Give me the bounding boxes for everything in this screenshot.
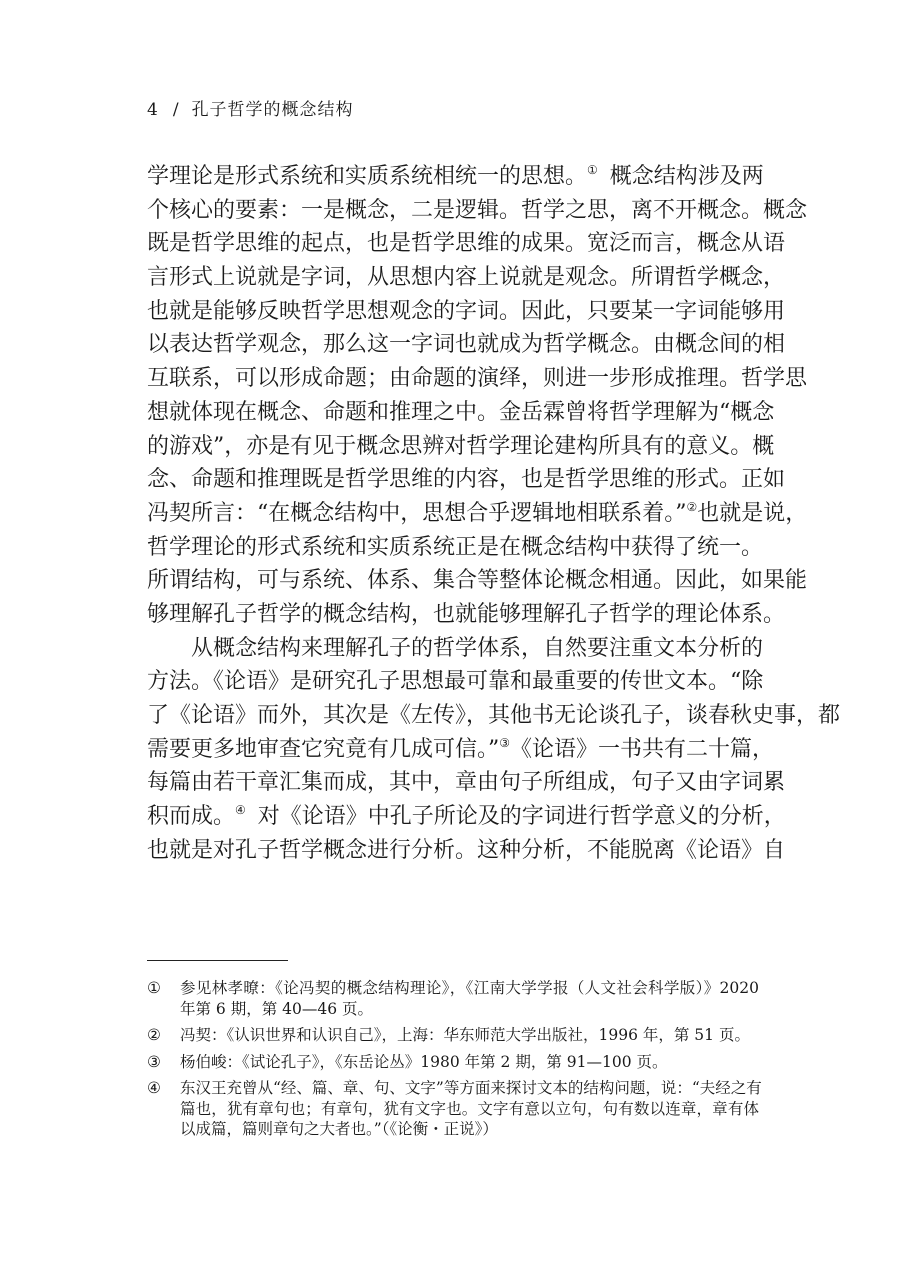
text-line: 也就是对孔子哲学概念进行分析。这种分析，不能脱离《论语》自 [147, 837, 786, 863]
footnote-3 [147, 1052, 759, 1073]
text-line: 积而成。④ 对《论语》中孔子所论及的字词进行哲学意义的分析， [147, 803, 786, 830]
footnote-line: 年第 6 期，第 40—46 页。 [180, 999, 374, 1018]
text-line: 也就是能够反映哲学思想观念的字词。因此，只要某一字词能够用 [147, 298, 786, 324]
running-head-separator: / [172, 100, 180, 120]
paragraph-first-line: 从概念结构来理解孔子的哲学体系，自然要注重文本分析的 [191, 635, 764, 661]
page-number: 4 [147, 100, 159, 120]
text-line: 每篇由若干章汇集而成，其中，章由句子所组成，句子又由字词累 [147, 770, 786, 796]
footnote-4 [147, 1078, 762, 1140]
note-ref-4: ④ [235, 803, 246, 818]
footnote-marker: ③ [147, 1052, 161, 1071]
text-line: 所谓结构，可与系统、体系、集合等整体论概念相通。因此，如果能 [147, 568, 808, 594]
footnote-marker: ② [147, 1026, 161, 1044]
body-text [147, 160, 841, 867]
text-line: 冯契所言：“在概念结构中，思想合乎逻辑地相联系着。”②也就是说， [147, 499, 808, 526]
note-ref-3: ③ [499, 735, 511, 750]
footnote-line: 杨伯峻：《试论孔子》，《东岳论丛》1980 年第 2 期，第 91—100 页。 [180, 1052, 668, 1071]
footnote-line: 参见林孝暸：《论冯契的概念结构理论》，《江南大学学报（人文社会科学版）》2020 [180, 979, 759, 997]
footnote-1 [147, 978, 759, 1019]
note-ref-1: ① [587, 163, 598, 177]
footnote-marker: ① [147, 979, 161, 997]
footnote-marker: ④ [147, 1079, 161, 1097]
text-line: 个核心的要素：一是概念，二是逻辑。哲学之思，离不开概念。概念 [147, 197, 808, 223]
text-line: 了《论语》而外，其次是《左传》，其他书无论谈孔子，谈春秋史事，都 [147, 703, 841, 728]
footnote-line: 以成篇，篇则章句之大者也。”（《论衡・正说》） [180, 1120, 498, 1138]
text-line: 学理论是形式系统和实质系统相统一的思想。① 概念结构涉及两 [147, 163, 764, 189]
text-line: 念、命题和推理既是哲学思维的内容，也是哲学思维的形式。正如 [147, 467, 786, 493]
text-line: 言形式上说就是字词，从思想内容上说就是观念。所谓哲学概念， [147, 265, 786, 291]
running-head-title: 孔子哲学的概念结构 [191, 100, 354, 120]
text-line: 互联系，可以形成命题；由命题的演绎，则进一步形成推理。哲学思 [147, 366, 808, 392]
note-ref-2: ② [686, 499, 698, 514]
text-line: 哲学理论的形式系统和实质系统正是在概念结构中获得了统一。 [147, 534, 764, 560]
text-line: 需要更多地审查它究竟有几成可信。”③《论语》一书共有二十篇， [147, 735, 775, 762]
running-head [147, 95, 354, 120]
text-line: 以表达哲学观念，那么这一字词也就成为哲学概念。由概念间的相 [147, 332, 786, 358]
footnote-line: 冯契：《认识世界和认识自己》，上海：华东师范大学出版社，1996 年，第 51 页。 [180, 1026, 750, 1044]
footnote-divider [147, 960, 288, 961]
text-line: 方法。《论语》是研究孔子思想最可靠和最重要的传世文本。“除 [147, 669, 764, 695]
text-line: 够理解孔子哲学的概念结构，也就能够理解孔子哲学的理论体系。 [147, 601, 786, 627]
footnote-2 [147, 1025, 759, 1046]
footnote-line: 东汉王充曾从“经、篇、章、句、文字”等方面来探讨文本的结构问题，说：“夫经之有 [180, 1079, 762, 1097]
text-line: 既是哲学思维的起点，也是哲学思维的成果。宽泛而言，概念从语 [147, 231, 786, 257]
footnote-line: 篇也，犹有章句也；有章句，犹有文字也。文字有意以立句，句有数以连章，章有体 [180, 1099, 759, 1118]
footnotes [147, 978, 762, 1140]
text-line: 想就体现在概念、命题和推理之中。金岳霖曾将哲学理解为“概念 [147, 399, 775, 425]
text-line: 的游戏”，亦是有见于概念思辨对哲学理论建构所具有的意义。概 [147, 433, 775, 459]
